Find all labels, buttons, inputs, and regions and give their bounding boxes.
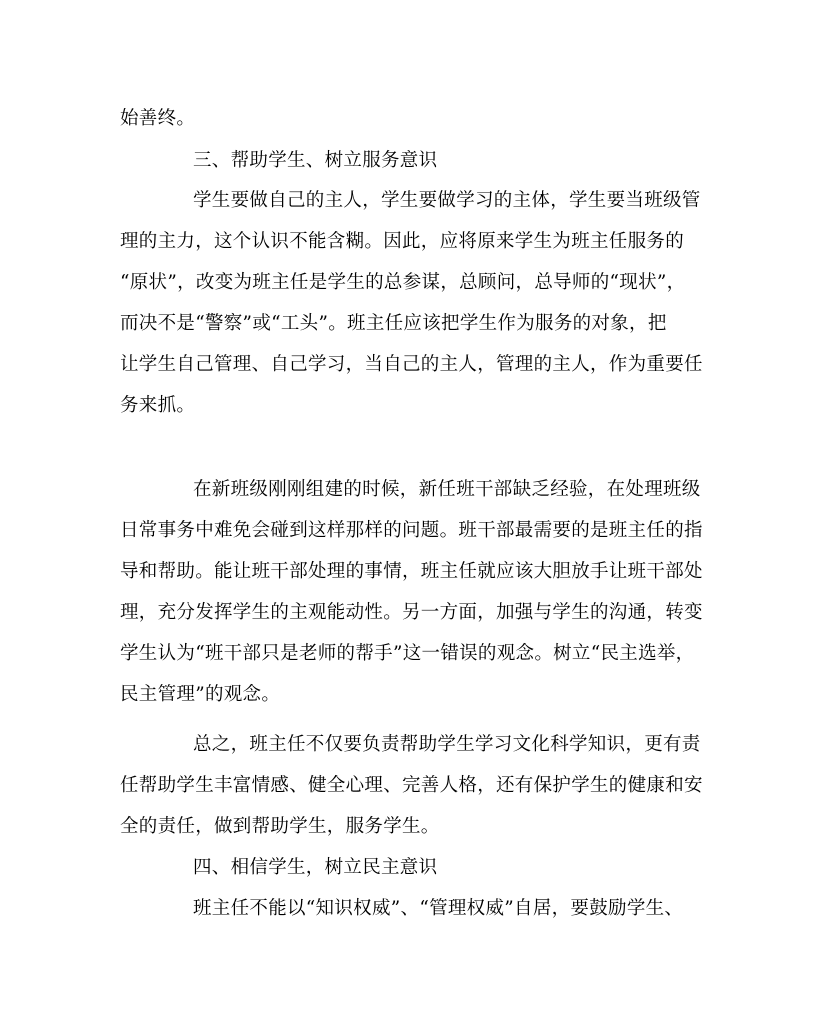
paragraph-line: 民主管理”的观念。 xyxy=(120,684,281,705)
paragraph-line: 在新班级刚刚组建的时候，新任班干部缺乏经验，在处理班级 xyxy=(193,479,701,500)
paragraph-line: 班主任不能以“知识权威”、“管理权威”自居，要鼓励学生、 xyxy=(193,898,684,919)
paragraph-line: 总之，班主任不仅要负责帮助学生学习文化科学知识，更有责 xyxy=(193,734,701,755)
paragraph-line: 务来抓。 xyxy=(120,395,196,416)
paragraph-line: 导和帮助。能让班干部处理的事情，班主任就应该大胆放手让班干部处 xyxy=(120,561,703,582)
paragraph-line: 日常事务中难免会碰到这样那样的问题。班干部最需要的是班主任的指 xyxy=(120,520,703,541)
paragraph-line: 理的主力，这个认识不能含糊。因此，应将原来学生为班主任服务的 xyxy=(120,231,685,252)
paragraph-line: 学生认为“班干部只是老师的帮手”这一错误的观念。树立“民主选举， xyxy=(120,643,695,664)
section-heading: 四、相信学生，树立民主意识 xyxy=(193,857,438,878)
paragraph-line: 而决不是“警察”或“工头”。班主任应该把学生作为服务的对象，把 xyxy=(120,313,667,334)
paragraph-line: 全的责任，做到帮助学生，服务学生。 xyxy=(120,816,440,837)
text-line: 始善终。 xyxy=(120,108,196,129)
paragraph-line: “原状”，改变为班主任是学生的总参谋，总顾问，总导师的“现状”， xyxy=(120,272,686,293)
paragraph-line: 理，充分发挥学生的主观能动性。另一方面，加强与学生的沟通，转变 xyxy=(120,602,703,623)
paragraph-line: 任帮助学生丰富情感、健全心理、完善人格，还有保护学生的健康和安 xyxy=(120,775,703,796)
paragraph-line: 让学生自己管理、自己学习，当自己的主人，管理的主人，作为重要任 xyxy=(120,354,703,375)
paragraph-line: 学生要做自己的主人，学生要做学习的主体，学生要当班级管 xyxy=(193,190,701,211)
section-heading: 三、帮助学生、树立服务意识 xyxy=(193,150,438,171)
